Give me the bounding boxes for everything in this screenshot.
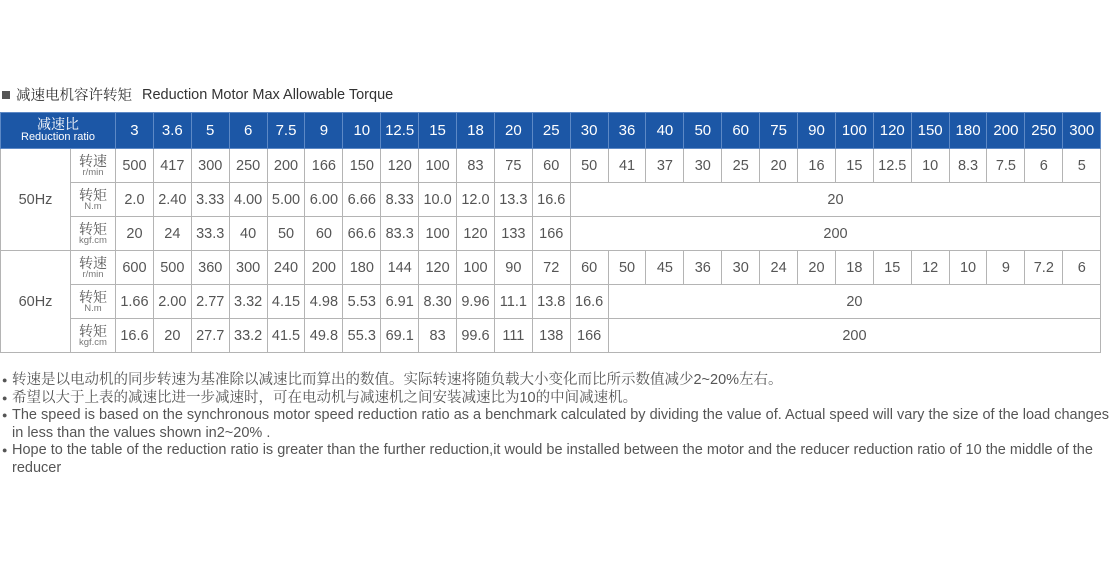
row-unit-label bbox=[71, 217, 116, 251]
table-row bbox=[1, 285, 1101, 319]
table-cell: 50 bbox=[267, 217, 305, 251]
table-row bbox=[1, 149, 1101, 183]
row-quantity-cn: 转速 bbox=[79, 254, 107, 271]
row-unit-label bbox=[71, 251, 116, 285]
table-cell: 25 bbox=[722, 149, 760, 183]
table-cell: 500 bbox=[116, 149, 154, 183]
section-title-en: Reduction Motor Max Allowable Torque bbox=[142, 86, 394, 103]
table-cell: 166 bbox=[532, 217, 570, 251]
table-cell: 33.3 bbox=[191, 217, 229, 251]
table-cell: 10.0 bbox=[419, 183, 457, 217]
table-cell: 9.96 bbox=[457, 285, 495, 319]
table-cell: 7.2 bbox=[1025, 251, 1063, 285]
table-cell: 11.1 bbox=[494, 285, 532, 319]
table-cell: 16.6 bbox=[116, 319, 154, 353]
table-cell: 37 bbox=[646, 149, 684, 183]
square-bullet-icon bbox=[2, 91, 10, 99]
note-text: 希望以大于上表的减速比进一步减速时，可在电动机与减速机之间安装减速比为10的中间减速机。 bbox=[12, 389, 638, 406]
table-cell: 83 bbox=[457, 149, 495, 183]
table-cell: 200 bbox=[305, 251, 343, 285]
table-cell: 144 bbox=[381, 251, 419, 285]
ratio-header-cell: 120 bbox=[873, 113, 911, 149]
ratio-header-cell: 75 bbox=[760, 113, 798, 149]
row-unit: r/min bbox=[82, 268, 104, 280]
table-cell: 55.3 bbox=[343, 319, 381, 353]
row-quantity-cn: 转矩 bbox=[79, 186, 107, 203]
note-text: Hope to the table of the reduction ratio is greater than the further reduction,it would be installed between the motor and the reducer reduction ratio of 10 the middle of the reducer bbox=[12, 442, 1093, 476]
ratio-header-cell: 10 bbox=[343, 113, 381, 149]
row-unit: N.m bbox=[84, 302, 102, 314]
row-unit-label bbox=[71, 319, 116, 353]
ratio-header-cell: 18 bbox=[457, 113, 495, 149]
reduction-ratio-label-cn: 减速比 bbox=[37, 116, 79, 133]
table-cell: 99.6 bbox=[457, 319, 495, 353]
merged-value-cell: 20 bbox=[608, 285, 1101, 319]
table-cell: 8.3 bbox=[949, 149, 987, 183]
row-unit: r/min bbox=[82, 166, 104, 178]
table-cell: 133 bbox=[494, 217, 532, 251]
row-unit: kgf.cm bbox=[79, 234, 107, 246]
table-cell: 166 bbox=[305, 149, 343, 183]
ratio-header-cell: 20 bbox=[494, 113, 532, 149]
table-cell: 30 bbox=[684, 149, 722, 183]
table-cell: 50 bbox=[570, 149, 608, 183]
table-cell: 250 bbox=[229, 149, 267, 183]
table-cell: 138 bbox=[532, 319, 570, 353]
ratio-header-cell: 100 bbox=[835, 113, 873, 149]
ratio-header-cell: 30 bbox=[570, 113, 608, 149]
table-cell: 24 bbox=[760, 251, 798, 285]
merged-value-cell: 200 bbox=[570, 217, 1101, 251]
note-item bbox=[2, 407, 1118, 442]
table-cell: 5.00 bbox=[267, 183, 305, 217]
ratio-header-cell: 36 bbox=[608, 113, 646, 149]
table-cell: 300 bbox=[191, 149, 229, 183]
table-cell: 16 bbox=[798, 149, 836, 183]
table-cell: 6.91 bbox=[381, 285, 419, 319]
table-cell: 83 bbox=[419, 319, 457, 353]
table-cell: 12.5 bbox=[873, 149, 911, 183]
table-cell: 27.7 bbox=[191, 319, 229, 353]
ratio-header-cell: 60 bbox=[722, 113, 760, 149]
table-cell: 6 bbox=[1025, 149, 1063, 183]
row-unit-label bbox=[71, 285, 116, 319]
table-row bbox=[1, 217, 1101, 251]
table-cell: 6.66 bbox=[343, 183, 381, 217]
table-cell: 417 bbox=[153, 149, 191, 183]
reduction-ratio-label-en: Reduction ratio bbox=[21, 131, 95, 144]
table-cell: 3.32 bbox=[229, 285, 267, 319]
table-cell: 6 bbox=[1063, 251, 1101, 285]
ratio-header-cell: 300 bbox=[1063, 113, 1101, 149]
table-cell: 36 bbox=[684, 251, 722, 285]
ratio-header-cell: 15 bbox=[419, 113, 457, 149]
table-cell: 200 bbox=[267, 149, 305, 183]
table-cell: 100 bbox=[419, 217, 457, 251]
table-cell: 360 bbox=[191, 251, 229, 285]
note-text: 转速是以电动机的同步转速为基准除以减速比而算出的数值。实际转速将随负载大小变化而比所示数值减少2~20%左右。 bbox=[12, 372, 783, 388]
table-cell: 41.5 bbox=[267, 319, 305, 353]
ratio-header-cell: 12.5 bbox=[381, 113, 419, 149]
section-title-cn: 减速电机容许转矩 bbox=[16, 88, 132, 104]
ratio-header-cell: 9 bbox=[305, 113, 343, 149]
table-cell: 24 bbox=[153, 217, 191, 251]
table-cell: 5.53 bbox=[343, 285, 381, 319]
reduction-ratio-header bbox=[1, 113, 116, 149]
table-cell: 4.15 bbox=[267, 285, 305, 319]
table-cell: 100 bbox=[419, 149, 457, 183]
table-cell: 13.8 bbox=[532, 285, 570, 319]
bullet-dot-icon: ● bbox=[2, 392, 8, 403]
table-row bbox=[1, 251, 1101, 285]
table-cell: 90 bbox=[494, 251, 532, 285]
note-item bbox=[2, 442, 1118, 477]
table-cell: 2.00 bbox=[153, 285, 191, 319]
table-cell: 111 bbox=[494, 319, 532, 353]
section-title bbox=[2, 84, 393, 105]
table-cell: 12.0 bbox=[457, 183, 495, 217]
table-row bbox=[1, 183, 1101, 217]
table-cell: 15 bbox=[835, 149, 873, 183]
table-cell: 150 bbox=[343, 149, 381, 183]
table-cell: 20 bbox=[153, 319, 191, 353]
ratio-header-cell: 6 bbox=[229, 113, 267, 149]
bullet-dot-icon: ● bbox=[2, 375, 8, 385]
ratio-header-cell: 180 bbox=[949, 113, 987, 149]
table-cell: 69.1 bbox=[381, 319, 419, 353]
ratio-header-cell: 90 bbox=[798, 113, 836, 149]
table-cell: 12 bbox=[911, 251, 949, 285]
table-cell: 18 bbox=[835, 251, 873, 285]
table-cell: 2.77 bbox=[191, 285, 229, 319]
bullet-dot-icon: ● bbox=[2, 445, 8, 455]
table-cell: 9 bbox=[987, 251, 1025, 285]
table-cell: 83.3 bbox=[381, 217, 419, 251]
table-cell: 4.00 bbox=[229, 183, 267, 217]
table-cell: 45 bbox=[646, 251, 684, 285]
note-item bbox=[2, 390, 1118, 408]
ratio-header-cell: 40 bbox=[646, 113, 684, 149]
table-cell: 8.30 bbox=[419, 285, 457, 319]
table-row bbox=[1, 319, 1101, 353]
table-cell: 20 bbox=[116, 217, 154, 251]
ratio-header-cell: 25 bbox=[532, 113, 570, 149]
table-cell: 240 bbox=[267, 251, 305, 285]
table-cell: 20 bbox=[798, 251, 836, 285]
ratio-header-cell: 50 bbox=[684, 113, 722, 149]
row-quantity-cn: 转矩 bbox=[79, 288, 107, 305]
table-cell: 180 bbox=[343, 251, 381, 285]
merged-value-cell: 200 bbox=[608, 319, 1101, 353]
ratio-header-cell: 150 bbox=[911, 113, 949, 149]
row-quantity-cn: 转矩 bbox=[79, 220, 107, 237]
ratio-header-cell: 7.5 bbox=[267, 113, 305, 149]
frequency-label: 60Hz bbox=[1, 251, 71, 353]
table-cell: 15 bbox=[873, 251, 911, 285]
table-cell: 30 bbox=[722, 251, 760, 285]
ratio-header-cell: 200 bbox=[987, 113, 1025, 149]
note-text: The speed is based on the synchronous motor speed reduction ratio as a benchmark calculated by dividing the value of. Actual speed will vary the size of the load changes in less than the values shown in2~20% . bbox=[12, 407, 1110, 441]
table-cell: 2.40 bbox=[153, 183, 191, 217]
table-cell: 1.66 bbox=[116, 285, 154, 319]
table-cell: 60 bbox=[570, 251, 608, 285]
row-unit-label bbox=[71, 149, 116, 183]
table-cell: 33.2 bbox=[229, 319, 267, 353]
frequency-label: 50Hz bbox=[1, 149, 71, 251]
row-unit-label bbox=[71, 183, 116, 217]
note-item bbox=[2, 372, 1118, 390]
row-unit: N.m bbox=[84, 200, 102, 212]
table-cell: 16.6 bbox=[532, 183, 570, 217]
table-cell: 8.33 bbox=[381, 183, 419, 217]
table-cell: 10 bbox=[949, 251, 987, 285]
table-cell: 7.5 bbox=[987, 149, 1025, 183]
ratio-header-cell: 250 bbox=[1025, 113, 1063, 149]
table-cell: 600 bbox=[116, 251, 154, 285]
torque-table bbox=[0, 112, 1101, 353]
table-cell: 120 bbox=[419, 251, 457, 285]
table-cell: 60 bbox=[532, 149, 570, 183]
table-cell: 75 bbox=[494, 149, 532, 183]
table-cell: 120 bbox=[381, 149, 419, 183]
bullet-dot-icon: ● bbox=[2, 410, 8, 420]
table-cell: 6.00 bbox=[305, 183, 343, 217]
table-cell: 60 bbox=[305, 217, 343, 251]
table-cell: 500 bbox=[153, 251, 191, 285]
table-cell: 40 bbox=[229, 217, 267, 251]
ratio-header-cell: 5 bbox=[191, 113, 229, 149]
notes-list bbox=[2, 372, 1118, 477]
table-cell: 5 bbox=[1063, 149, 1101, 183]
header-row bbox=[1, 113, 1101, 149]
table-cell: 49.8 bbox=[305, 319, 343, 353]
table-cell: 3.33 bbox=[191, 183, 229, 217]
table-cell: 72 bbox=[532, 251, 570, 285]
table-cell: 100 bbox=[457, 251, 495, 285]
table-cell: 10 bbox=[911, 149, 949, 183]
table-cell: 2.0 bbox=[116, 183, 154, 217]
table-cell: 166 bbox=[570, 319, 608, 353]
table-cell: 20 bbox=[760, 149, 798, 183]
row-quantity-cn: 转速 bbox=[79, 152, 107, 169]
table-cell: 13.3 bbox=[494, 183, 532, 217]
table-cell: 120 bbox=[457, 217, 495, 251]
table-cell: 4.98 bbox=[305, 285, 343, 319]
table-cell: 50 bbox=[608, 251, 646, 285]
table-cell: 66.6 bbox=[343, 217, 381, 251]
table-cell: 16.6 bbox=[570, 285, 608, 319]
ratio-header-cell: 3.6 bbox=[153, 113, 191, 149]
merged-value-cell: 20 bbox=[570, 183, 1101, 217]
row-unit: kgf.cm bbox=[79, 336, 107, 348]
table-cell: 41 bbox=[608, 149, 646, 183]
table-cell: 300 bbox=[229, 251, 267, 285]
ratio-header-cell: 3 bbox=[116, 113, 154, 149]
row-quantity-cn: 转矩 bbox=[79, 322, 107, 339]
